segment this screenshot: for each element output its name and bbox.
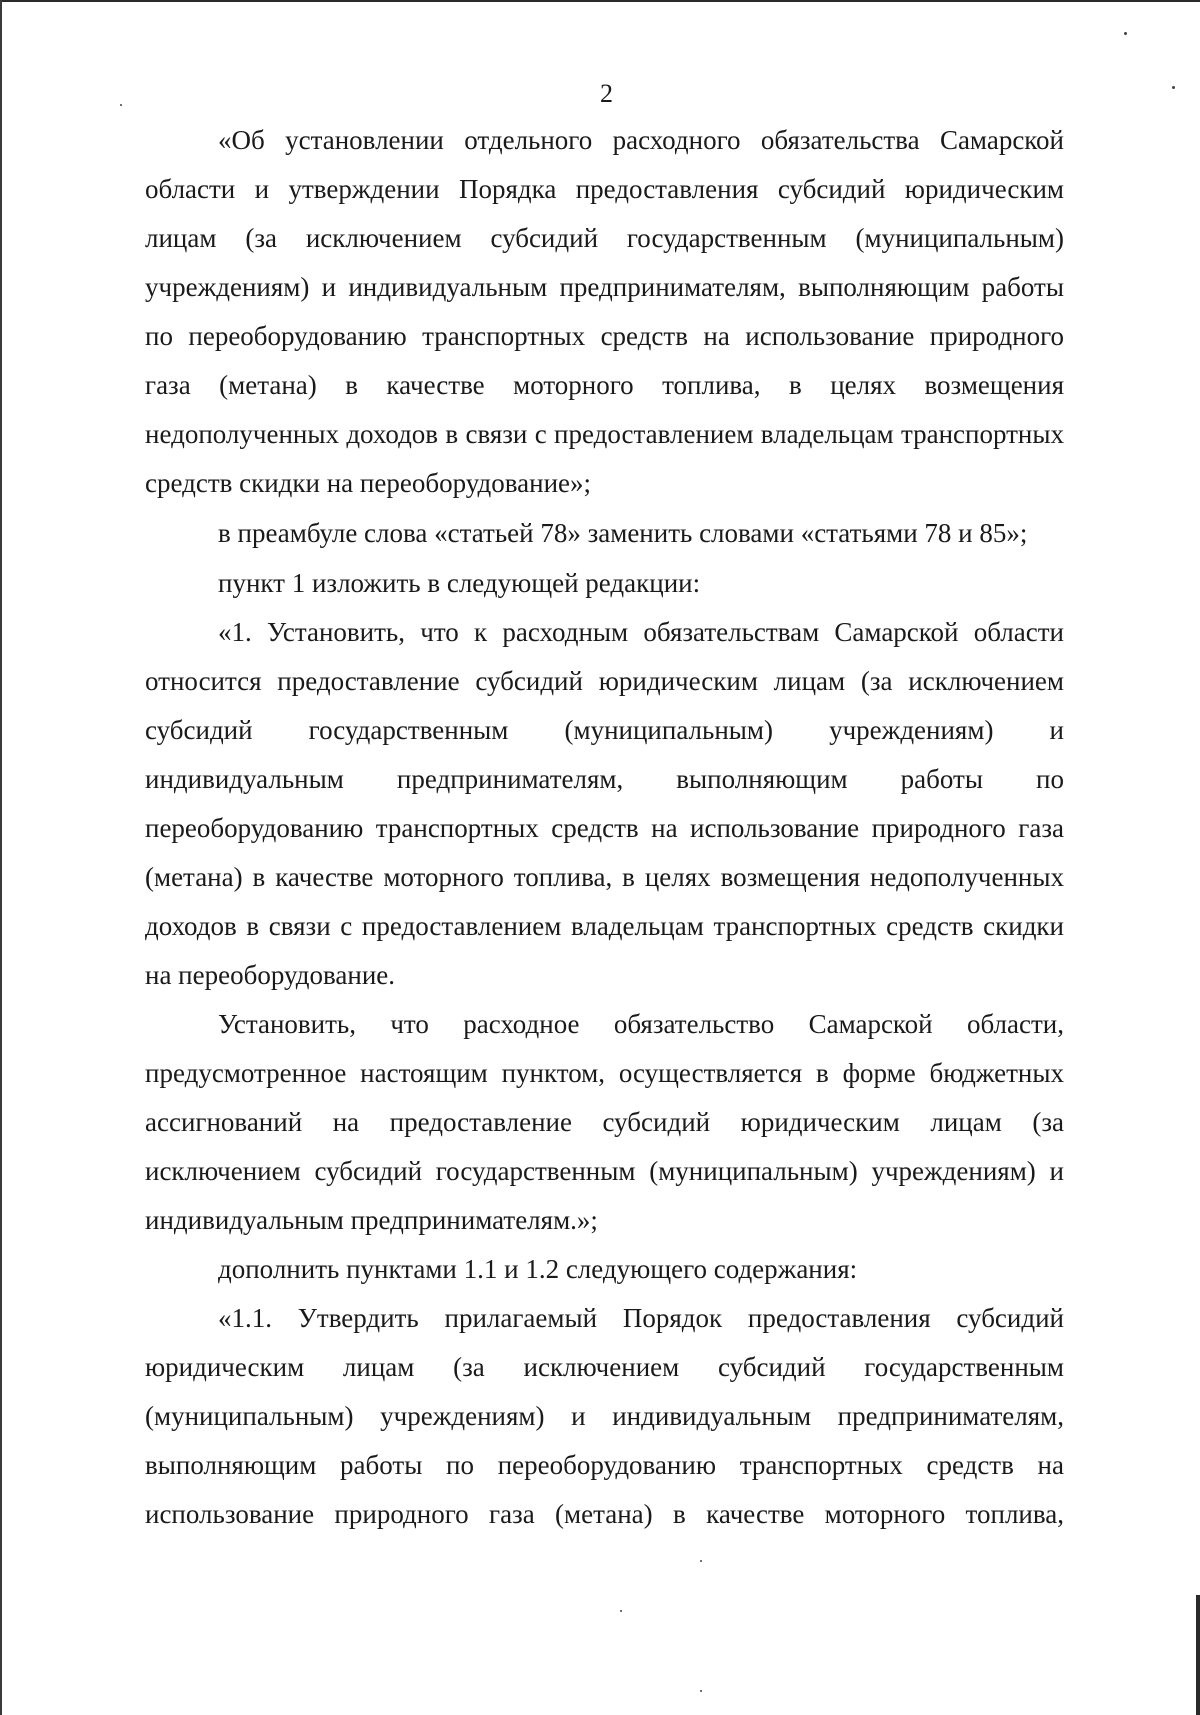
scan-speck xyxy=(1124,32,1127,35)
scan-left-border xyxy=(0,0,2,1715)
paragraph: «Об установлении отдельного расходного обязательства Самарской области и утверждении Порядка предоставления субсидий юридическим лицам (за исключением субсидий государственным (муниципальным) учреждениям) и индивидуальным предпринимателям, выполняющим работы по переоборудованию транспортных средств на использование природного газа (метана) в качестве моторного топлива, в целях возмещения недополученных доходов в связи с предоставлением владельцам транспортных средств скидки на переоборудование»; xyxy=(145,125,1064,498)
page-number: 2 xyxy=(600,79,613,108)
paragraph: «1.1. Утвердить прилагаемый Порядок предоставления субсидий юридическим лицам (за исключением субсидий государственным (муниципальным) учреждениям) и индивидуальным предпринимателям, выполняющим работы по переоборудованию транспортных средств на использование природного газа (метана) в качестве моторного топлива, xyxy=(145,1303,1064,1529)
document-body xyxy=(145,116,1064,1539)
scan-speck xyxy=(620,1610,622,1612)
paragraph: в преамбуле слова «статьей 78» заменить словами «статьями 78 и 85»; xyxy=(218,518,1028,548)
scan-right-border xyxy=(1196,1595,1200,1715)
scan-speck xyxy=(700,1690,702,1692)
paragraph: «1. Установить, что к расходным обязательствам Самарской области относится предоставление субсидий юридическим лицам (за исключением субсидий государственным (муниципальным) учреждениям) и индивидуальным предпринимателям, выполняющим работы по переоборудованию транспортных средств на использование природного газа (метана) в качестве моторного топлива, в целях возмещения недополученных доходов в связи с предоставлением владельцам транспортных средств скидки на переоборудование. xyxy=(145,617,1064,990)
scan-top-border xyxy=(0,0,1200,2)
paragraph: пункт 1 изложить в следующей редакции: xyxy=(218,568,701,598)
paragraph: Установить, что расходное обязательство Самарской области, предусмотренное настоящим пунктом, осуществляется в форме бюджетных ассигнований на предоставление субсидий юридическим лицам (за исключением субсидий государственным (муниципальным) учреждениям) и индивидуальным предпринимателям.»; xyxy=(145,1009,1064,1235)
scan-speck xyxy=(700,1560,702,1562)
paragraph: дополнить пунктами 1.1 и 1.2 следующего содержания: xyxy=(218,1254,858,1284)
